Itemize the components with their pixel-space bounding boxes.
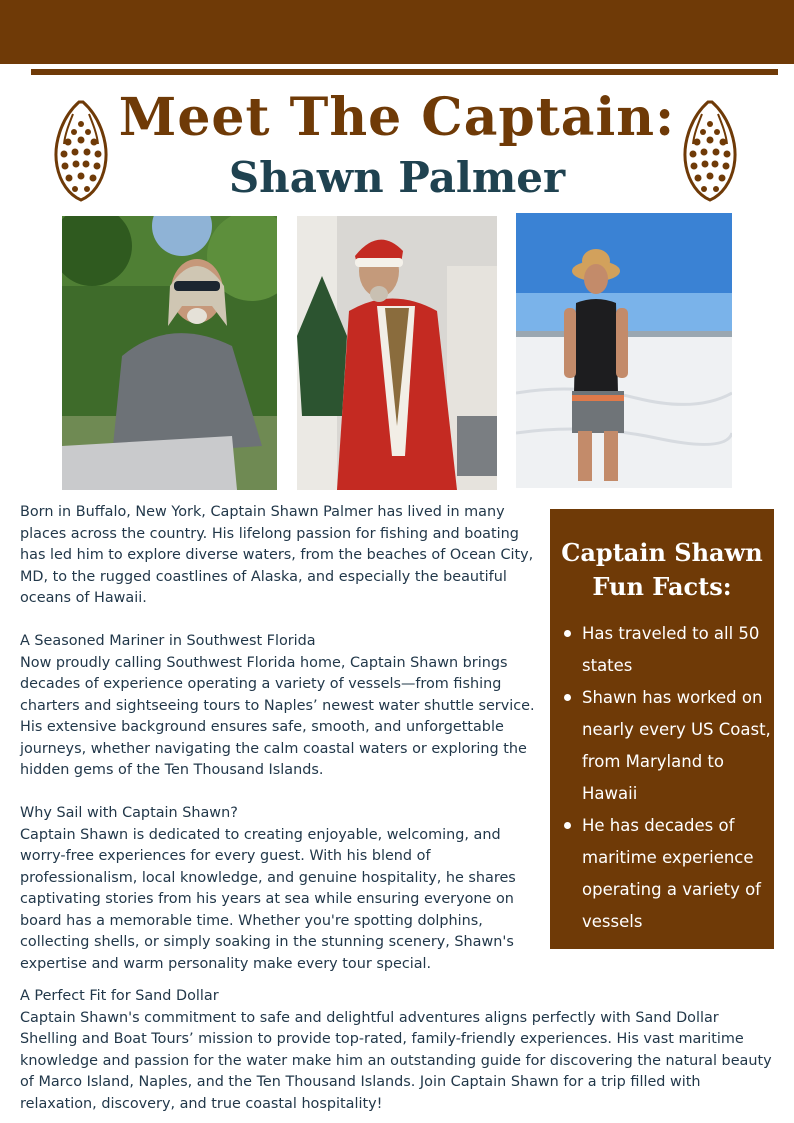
fun-facts-title: Captain Shawn Fun Facts: xyxy=(561,538,763,601)
seashell-icon xyxy=(680,100,740,202)
biography xyxy=(20,502,535,997)
section-text: Captain Shawn's commitment to safe and delightful adventures aligns perfectly with Sand Dollar Shelling and Boat Tours’ mission to provide top-rated, family-friendly experiences. His vast maritime knowledge and passion for the water make him an outstanding guide for discovering the natural beauty of Marco Island, Naples, and the Ten Thousand Islands. Join Captain Shawn for a trip filled with relaxation, discovery, and true coastal hospitality! xyxy=(20,1009,772,1112)
page-subtitle: Shawn Palmer xyxy=(228,153,566,202)
fun-fact-item: He has decades of maritime experience operating a variety of vessels xyxy=(564,810,778,938)
bio-intro: Born in Buffalo, New York, Captain Shawn Palmer has lived in many places across the country. His lifelong passion for fishing and boating has led him to explore diverse waters, from the beaches of Ocean City, MD, to the rugged coastlines of Alaska, and especially the beautiful oceans of Hawaii. xyxy=(20,504,534,606)
section-heading: Why Sail with Captain Shawn? xyxy=(20,805,238,821)
bio-section-perfect-fit xyxy=(20,986,780,1115)
section-text: Now proudly calling Southwest Florida home, Captain Shawn brings decades of experience operating a variety of vessels—from fishing charters and sightseeing tours to Naples’ newest water shuttle service. His extensive background ensures safe, smooth, and unforgettable journeys, whether navigating the calm coastal waters or exploring the hidden gems of the Ten Thousand Islands. xyxy=(20,654,535,778)
captain-photo-santa xyxy=(297,216,497,490)
fun-facts-list xyxy=(564,618,778,938)
bio-section-why-sail xyxy=(20,803,535,975)
captain-photo-forest xyxy=(62,216,277,490)
top-banner xyxy=(0,0,794,64)
fun-fact-item: Has traveled to all 50 states xyxy=(564,618,778,682)
section-heading: A Seasoned Mariner in Southwest Florida xyxy=(20,633,316,649)
section-heading: A Perfect Fit for Sand Dollar xyxy=(20,988,219,1004)
page-title: Meet The Captain: xyxy=(118,87,676,148)
captain-photo-beach xyxy=(516,213,732,488)
fun-fact-item: Shawn has worked on nearly every US Coast, from Maryland to Hawaii xyxy=(564,682,778,810)
header-rule xyxy=(31,69,778,75)
section-text: Captain Shawn is dedicated to creating enjoyable, welcoming, and worry-free experiences for every guest. With his blend of professionalism, local knowledge, and genuine hospitality, he shares captivating stories from his years at sea while ensuring everyone on board has a memorable time. Whether you're spotting dolphins, collecting shells, or simply soaking in the stunning scenery, Shawn's expertise and warm personality make every tour special. xyxy=(20,826,516,972)
bio-section-mariner xyxy=(20,631,535,782)
fun-facts-box xyxy=(550,509,774,949)
